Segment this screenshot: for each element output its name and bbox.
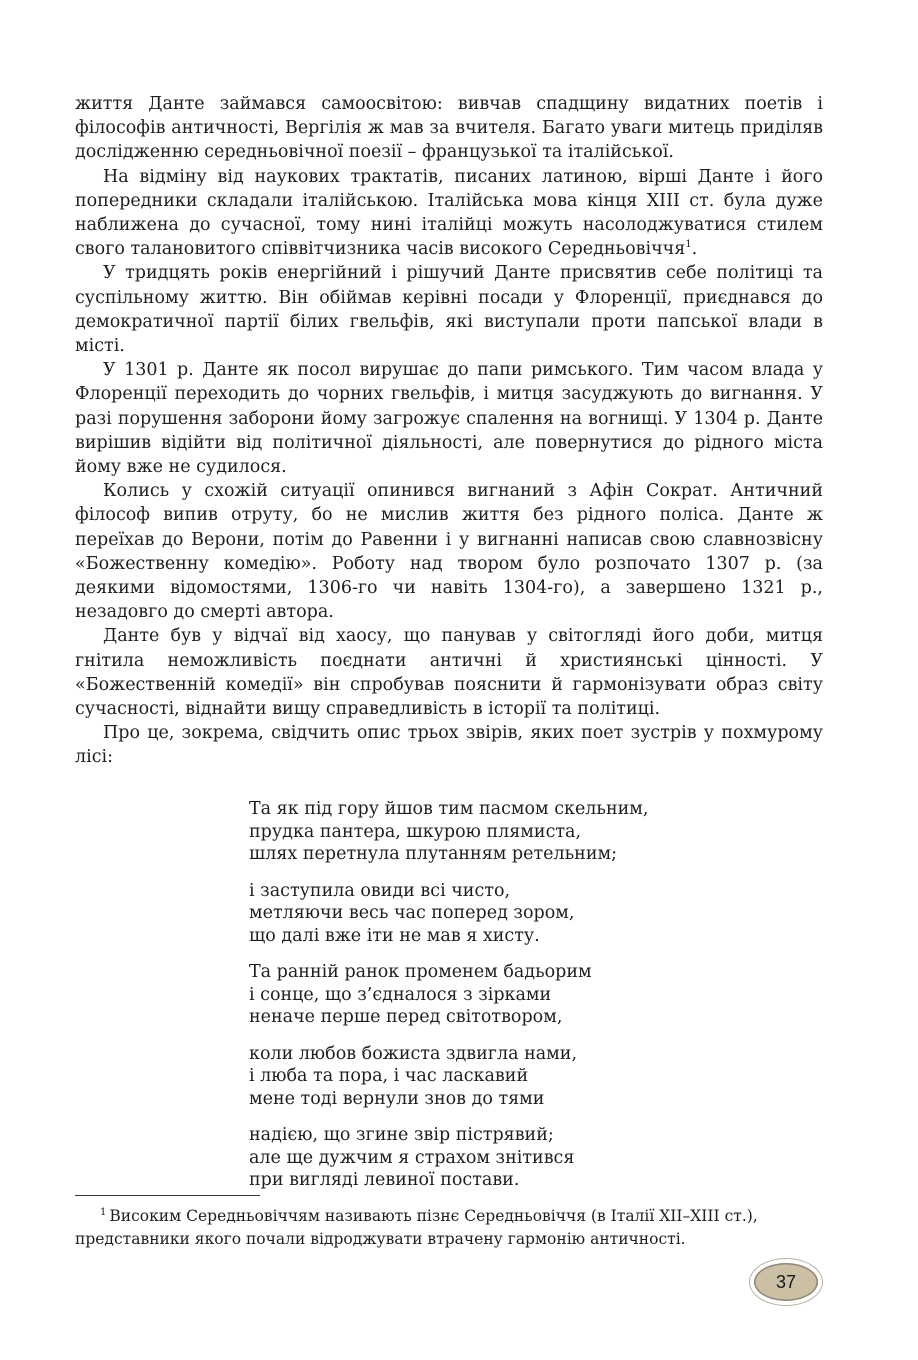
poem-line: метляючи весь час поперед зором, [249, 903, 575, 923]
poem-line: коли любов божиста здвигла нами, [249, 1043, 578, 1064]
poem-line: мене тоді вернули знов до тями [249, 1088, 545, 1109]
poem-line: і люба та пора, і час ласкавий [249, 1066, 529, 1086]
footnote-ref[interactable]: 1 [685, 239, 692, 251]
poem-line: і заступила овиди всі чисто, [249, 880, 511, 901]
poem-line: неначе перше перед світотвором, [249, 1007, 563, 1027]
poem-line: шлях перетнула плутанням ретельним; [249, 844, 618, 864]
poem-line: прудка пантера, шкурою плямиста, [249, 821, 582, 842]
paragraph-5: Колись у схожій ситуації опинився вигнаний з Афін Сократ. Античний філософ випив отруту, бо не мислив життя без рідного поліса. Данте ж переїхав до Верони, потім до Равенни і у вигнанні написав свою славнозвісну «Божественну комедію». Роботу над твором було розпочато 1307 р. (за деякими відомостями, 1306-го чи навіть 1304-го), а завершено 1321 р., незадовго до смерті автора. [75, 481, 823, 623]
paragraph-6: Данте був у відчаї від хаосу, що панував у світогляді його доби, митця гнітила неможливість поєднати античні й християнські цінності. У «Божественній комедії» він спробував пояснити й гармонізувати образ світу сучасності, віднайти вищу справедливість в історії та політиці. [75, 626, 823, 720]
footnote-line-2: представники якого почали відроджувати втрачену гармонію античності. [75, 1230, 686, 1248]
poem-line: що далі вже іти не мав я хисту. [249, 925, 540, 946]
page-number-badge [754, 1263, 818, 1301]
poem-line: надією, що згине звір пістрявий; [249, 1125, 554, 1145]
page-number: 37 [775, 1271, 797, 1292]
footnote-divider [75, 1195, 260, 1196]
paragraph-7: Про це, зокрема, свідчить опис трьох звірів, яких поет зустрів у похмурому лісі: [75, 723, 823, 768]
footnote [75, 1205, 835, 1251]
poem-line: при вигляді левиної постави. [249, 1170, 520, 1190]
paragraph-2-end: . [691, 239, 698, 260]
poem-stanza [249, 1043, 809, 1111]
footnote-text-1: Високим Середньовіччям називають пізнє Середньовіччя (в Італії XII–XIII ст.), [109, 1207, 758, 1225]
poem-stanza [249, 880, 809, 948]
main-text [75, 92, 823, 770]
poem-line: і сонце, що з’єдналося з зірками [249, 984, 552, 1005]
footnote-mark: 1 [100, 1206, 107, 1218]
paragraph-4: У 1301 р. Данте як посол вирушає до папи римського. Тим часом влада у Флоренції переходить до чорних гвельфів, і митця засуджують до вигнання. У разі порушення заборони йому загрожує спалення на вогнищі. У 1304 р. Данте вирішив відійти від політичної діяльності, але повернутися до рідного міста йому вже не судилося. [75, 360, 823, 478]
paragraph-1: життя Данте займався самоосвітою: вивчав спадщину видатних поетів і філософів античності, Вергілія ж мав за вчителя. Багато уваги митець приділяв дослідженню середньовічної поезії – французької та італійської. [75, 94, 823, 163]
poem-stanza [249, 1124, 809, 1192]
paragraph-3: У тридцять років енергійний і рішучий Данте присвятив себе політиці та суспільному життю. Він обіймав керівні посади у Флоренції, приєднався до демократичної партії білих гвельфів, які виступали проти папської влади в місті. [75, 263, 823, 357]
poem-line: Та ранній ранок променем бадьорим [249, 962, 592, 982]
poem-line: але ще дужчим я страхом знітився [249, 1147, 575, 1168]
poem-quote [249, 798, 809, 1192]
paragraph-2-text: На відміну від наукових трактатів, писаних латиною, вірші Данте і його попередники складали італійською. Італійська мова кінця XIII ст. була дуже наближена до сучасної, тому нині італійці можуть насолоджуватися стилем свого талановитого співвітчизника часів високого Середньовіччя [75, 166, 823, 260]
poem-line: Та як під гору йшов тим пасмом скельним, [249, 799, 649, 819]
footnote-line-1 [75, 1205, 835, 1228]
paragraph-2 [75, 165, 823, 262]
poem-stanza [249, 961, 809, 1029]
poem-stanza [249, 798, 809, 866]
